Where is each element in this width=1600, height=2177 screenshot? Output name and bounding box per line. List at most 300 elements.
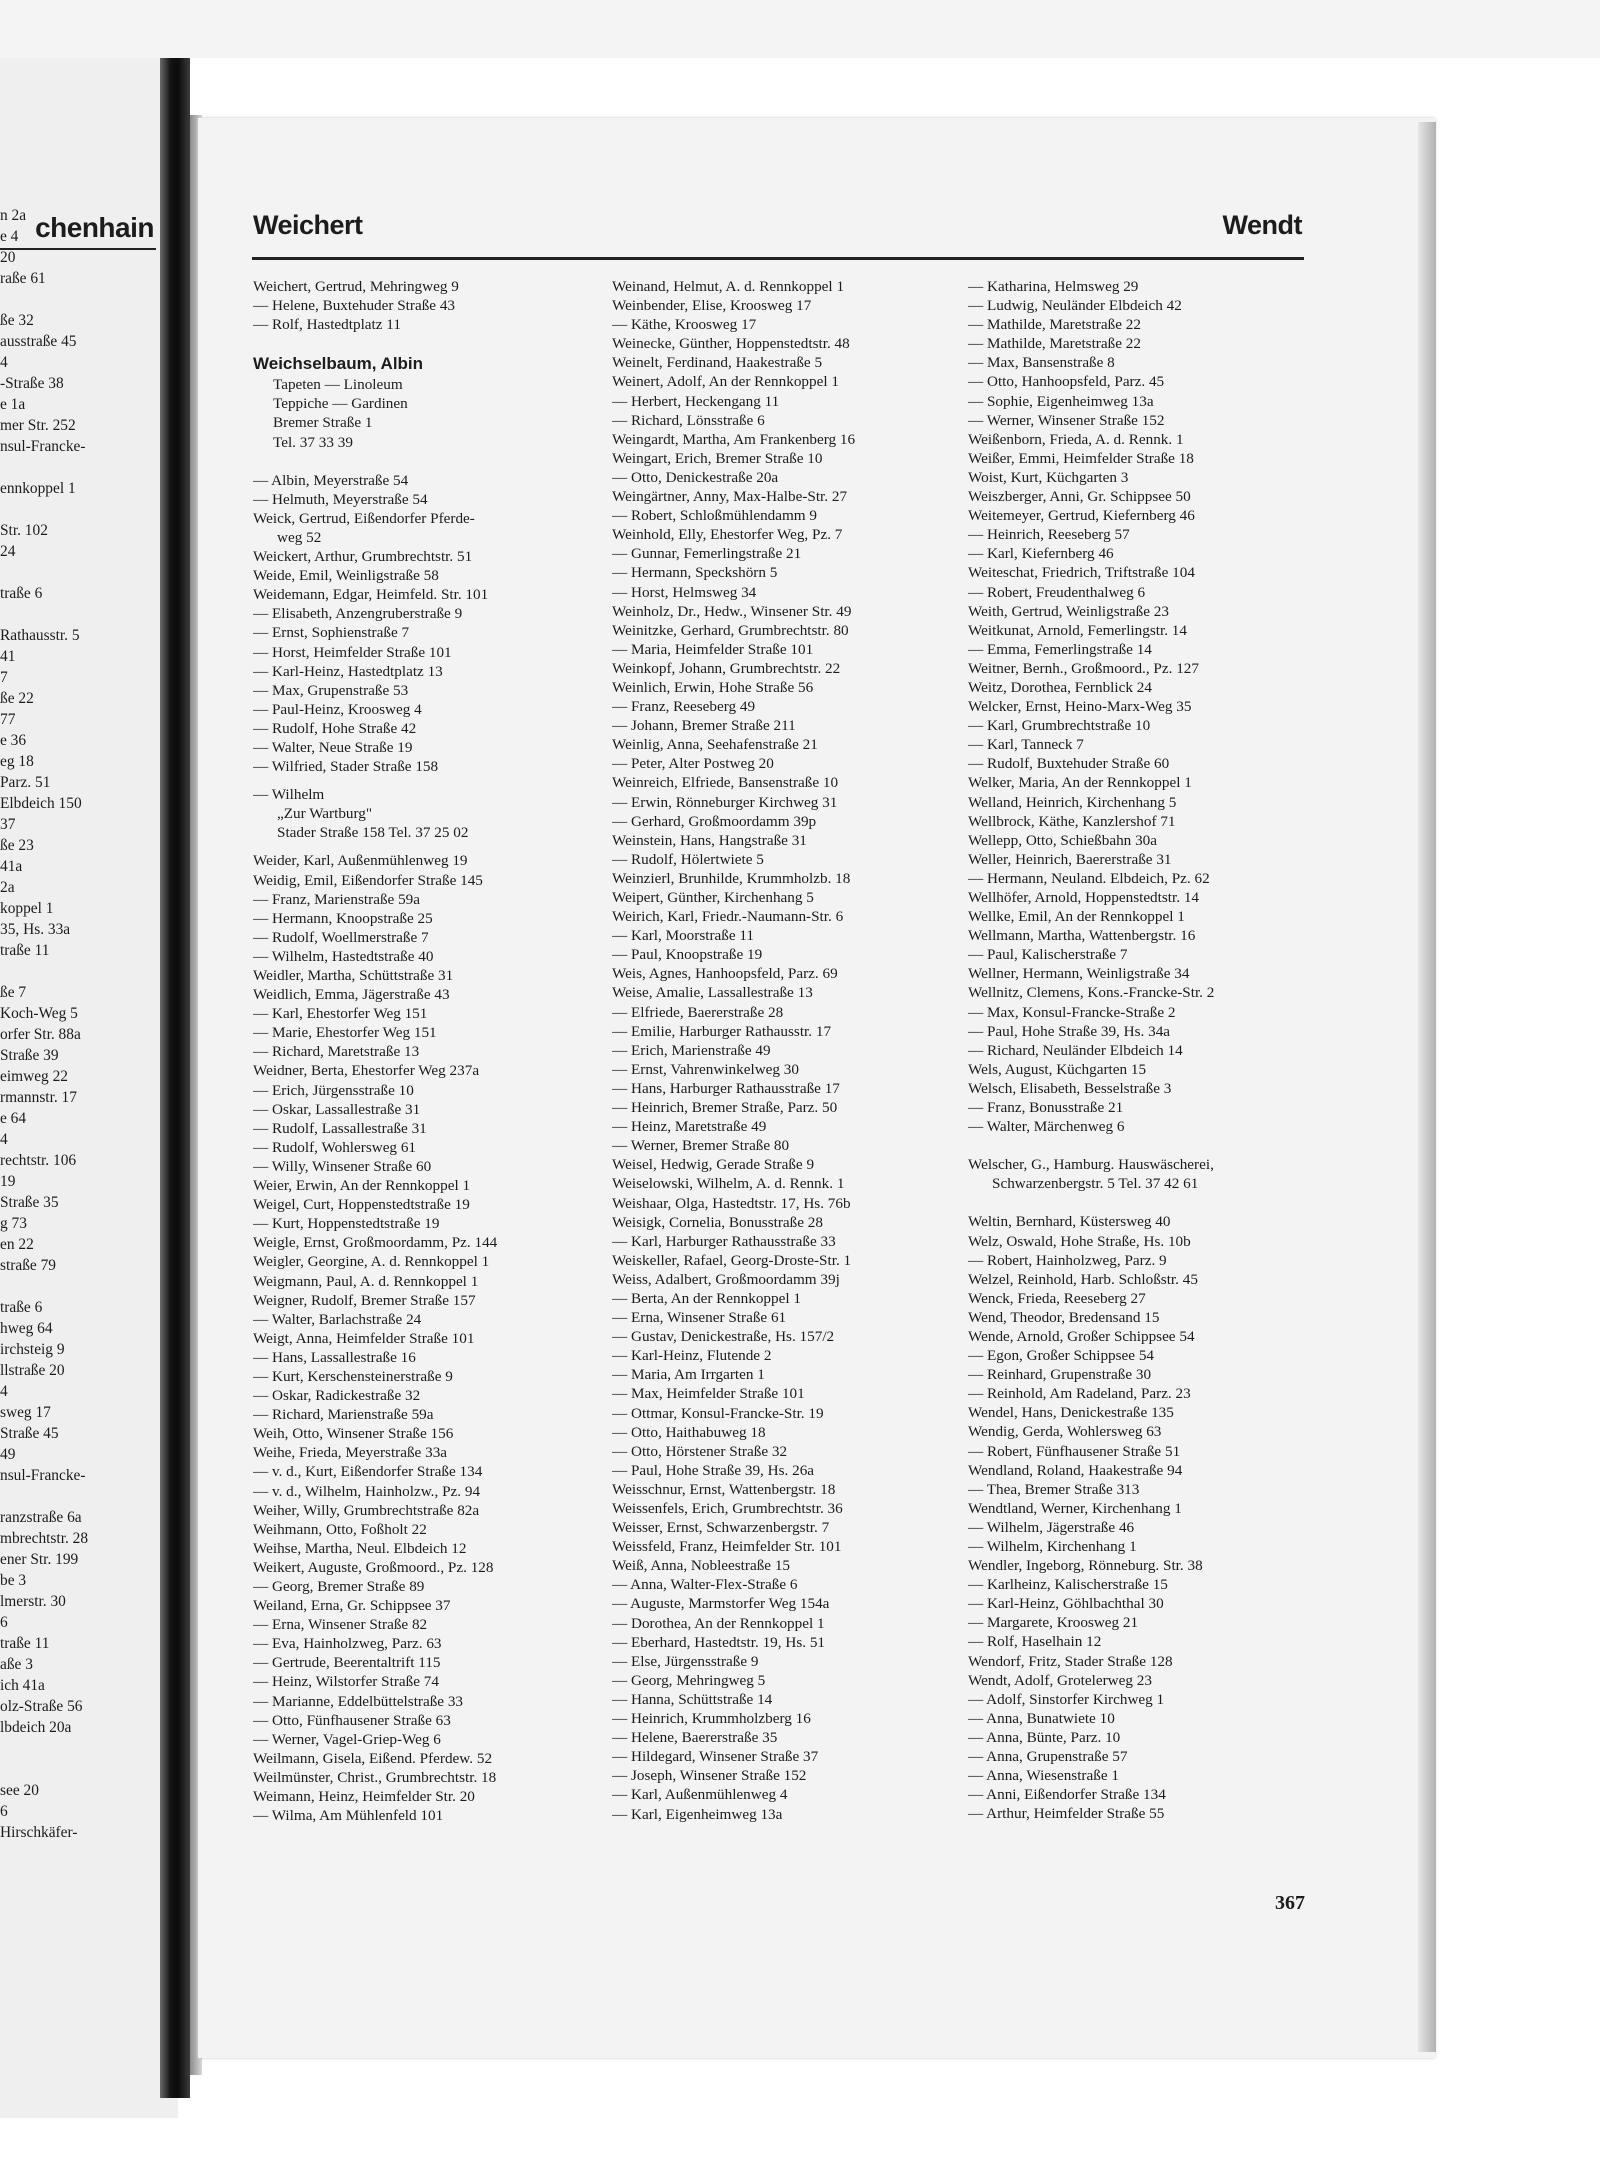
directory-entry: — Otto, Hanhoopsfeld, Parz. 45 <box>968 373 1165 391</box>
directory-entry: — Paul, Hohe Straße 39, Hs. 34a <box>968 1022 1171 1040</box>
directory-entry: — Heinz, Wilstorfer Straße 74 <box>253 1673 439 1691</box>
directory-entry: Weiskeller, Rafael, Georg-Droste-Str. 1 <box>612 1251 852 1269</box>
directory-entry: — Wilfried, Stader Straße 158 <box>253 758 439 776</box>
directory-entry: — Helene, Buxtehuder Straße 43 <box>253 297 456 315</box>
left-page-line-fragment: straße 79 <box>0 1257 56 1274</box>
left-page-line-fragment: e 64 <box>0 1110 27 1127</box>
directory-entry: — Margarete, Kroosweg 21 <box>968 1614 1139 1632</box>
directory-entry: — Otto, Fünfhausener Straße 63 <box>253 1711 451 1729</box>
directory-entry: Weinholz, Dr., Hedw., Winsener Str. 49 <box>612 602 852 620</box>
directory-entry: Weinhold, Elly, Ehestorfer Weg, Pz. 7 <box>612 526 843 544</box>
left-page-line-fragment: koppel 1 <box>0 900 54 917</box>
directory-entry: — Emilie, Harburger Rathausstr. 17 <box>612 1022 832 1040</box>
directory-entry: — Erich, Jürgensstraße 10 <box>253 1081 414 1099</box>
directory-entry: Weinbender, Elise, Kroosweg 17 <box>612 297 812 315</box>
directory-entry: — Max, Heimfelder Straße 101 <box>612 1385 805 1403</box>
directory-entry: — Else, Jürgensstraße 9 <box>612 1652 759 1670</box>
left-page-line-fragment: lmerstr. 30 <box>0 1593 66 1610</box>
left-page-line-fragment: hweg 64 <box>0 1320 53 1337</box>
left-page-line-fragment: ausstraße 45 <box>0 333 77 350</box>
directory-entry: — Karl, Ehestorfer Weg 151 <box>253 1005 428 1023</box>
directory-entry: Wend, Theodor, Bredensand 15 <box>968 1308 1160 1326</box>
directory-entry: Weisigk, Cornelia, Bonusstraße 28 <box>612 1213 823 1231</box>
directory-entry: Weigel, Curt, Hoppenstedtstraße 19 <box>253 1196 470 1214</box>
directory-entry: — Berta, An der Rennkoppel 1 <box>612 1289 801 1307</box>
directory-entry: — Rudolf, Buxtehuder Straße 60 <box>968 755 1170 773</box>
directory-entry: Weller, Heinrich, Baererstraße 31 <box>968 850 1172 868</box>
directory-entry: — Anna, Grupenstraße 57 <box>968 1748 1128 1766</box>
left-page-line-fragment: nsul-Francke- <box>0 1467 86 1484</box>
left-page-line-fragment: 37 <box>0 816 16 833</box>
directory-entry: — Reinhold, Am Radeland, Parz. 23 <box>968 1385 1191 1403</box>
left-page-line-fragment: irchsteig 9 <box>0 1341 65 1358</box>
directory-entry: Weisser, Ernst, Schwarzenbergstr. 7 <box>612 1519 830 1537</box>
left-page-line-fragment: 4 <box>0 354 8 371</box>
directory-entry: — Auguste, Marmstorfer Weg 154a <box>612 1595 830 1613</box>
right-page-edge <box>1418 122 1436 2052</box>
directory-entry: — Karl, Harburger Rathausstraße 33 <box>612 1232 836 1250</box>
left-page-line-fragment: 7 <box>0 669 8 686</box>
directory-entry: Wendler, Ingeborg, Rönneburg. Str. 38 <box>968 1557 1203 1575</box>
directory-entry: Weick, Gertrud, Eißendorfer Pferde- <box>253 509 475 527</box>
left-page-line-fragment: 77 <box>0 711 16 728</box>
directory-entry: — Karl, Moorstraße 11 <box>612 927 754 945</box>
directory-column-1 <box>253 277 583 1825</box>
directory-entry: — Wilhelm, Hastedtstraße 40 <box>253 947 434 965</box>
directory-entry: Wellnitz, Clemens, Kons.-Francke-Str. 2 <box>968 984 1215 1002</box>
directory-entry: — Robert, Hainholzweg, Parz. 9 <box>968 1251 1167 1269</box>
directory-entry: — Mathilde, Maretstraße 22 <box>968 316 1141 334</box>
directory-entry: Weihse, Martha, Neul. Elbdeich 12 <box>253 1539 467 1557</box>
directory-entry: Weidig, Emil, Eißendorfer Straße 145 <box>253 871 483 889</box>
directory-entry: Weinlig, Anna, Seehafenstraße 21 <box>612 736 818 754</box>
directory-entry: — Otto, Hörstener Straße 32 <box>612 1442 788 1460</box>
directory-entry: — Karl, Grumbrechtstraße 10 <box>968 717 1151 735</box>
directory-entry: — Peter, Alter Postweg 20 <box>612 755 774 773</box>
directory-entry: — Richard, Neuländer Elbdeich 14 <box>968 1041 1183 1059</box>
directory-entry: Weigner, Rudolf, Bremer Straße 157 <box>253 1291 476 1309</box>
left-page-line-fragment: see 20 <box>0 1782 39 1799</box>
directory-entry: — Otto, Denickestraße 20a <box>612 468 779 486</box>
directory-entry: Woist, Kurt, Küchgarten 3 <box>968 468 1129 486</box>
directory-entry: — Reinhard, Grupenstraße 30 <box>968 1366 1152 1384</box>
left-page-line-fragment: 35, Hs. 33a <box>0 921 71 938</box>
left-page-line-fragment: 49 <box>0 1446 16 1463</box>
directory-entry: — Ernst, Sophienstraße 7 <box>253 624 410 642</box>
directory-entry: Weiss, Adalbert, Großmoordamm 39j <box>612 1270 840 1288</box>
left-page-line-fragment: Parz. 51 <box>0 774 51 791</box>
directory-entry: Weidner, Berta, Ehestorfer Weg 237a <box>253 1062 480 1080</box>
page-number: 367 <box>1275 1892 1305 1914</box>
directory-entry: Weise, Amalie, Lassallestraße 13 <box>612 984 813 1002</box>
directory-entry: — Richard, Lönsstraße 6 <box>612 411 765 429</box>
directory-entry: — Max, Grupenstraße 53 <box>253 681 409 699</box>
directory-entry: — Karl, Eigenheimweg 13a <box>612 1805 783 1823</box>
directory-entry: Weißenborn, Frieda, A. d. Rennk. 1 <box>968 430 1184 448</box>
directory-entry: — Karl, Außenmühlenweg 4 <box>612 1786 788 1804</box>
left-page-line-fragment: sweg 17 <box>0 1404 51 1421</box>
left-page-line-fragment: Koch-Weg 5 <box>0 1005 78 1022</box>
left-page-line-fragment: eimweg 22 <box>0 1068 68 1085</box>
directory-entry: — Anna, Wiesenstraße 1 <box>968 1767 1119 1785</box>
directory-entry: — Erwin, Rönneburger Kirchweg 31 <box>612 793 838 811</box>
directory-entry: Weigler, Georgine, A. d. Rennkoppel 1 <box>253 1253 490 1271</box>
directory-entry: — Anna, Bünte, Parz. 10 <box>968 1728 1121 1746</box>
directory-entry: — Helene, Baererstraße 35 <box>612 1729 778 1747</box>
directory-entry: — Hildegard, Winsener Straße 37 <box>612 1748 819 1766</box>
left-page-line-fragment: Straße 35 <box>0 1194 59 1211</box>
directory-entry: Stader Straße 158 Tel. 37 25 02 <box>277 824 469 842</box>
directory-entry: — Sophie, Eigenheimweg 13a <box>968 392 1154 410</box>
directory-entry: — Walter, Barlachstraße 24 <box>253 1310 422 1328</box>
left-page-line-fragment: mer Str. 252 <box>0 417 76 434</box>
directory-entry: — Werner, Vagel-Griep-Weg 6 <box>253 1730 441 1748</box>
left-page-line-fragment: 2a <box>0 879 15 896</box>
directory-entry: — Karl, Tanneck 7 <box>968 736 1084 754</box>
left-page-line-fragment: 41 <box>0 648 16 665</box>
directory-entry: — Karl-Heinz, Hastedtplatz 13 <box>253 662 443 680</box>
directory-entry: Welker, Maria, An der Rennkoppel 1 <box>968 774 1192 792</box>
directory-entry: Weiteschat, Friedrich, Triftstraße 104 <box>968 564 1195 582</box>
directory-entry: Weinand, Helmut, A. d. Rennkoppel 1 <box>612 278 845 295</box>
directory-entry: Weis, Agnes, Hanhoopsfeld, Parz. 69 <box>612 965 838 983</box>
directory-entry: Weide, Emil, Weinligstraße 58 <box>253 567 439 585</box>
left-page-line-fragment: Straße 39 <box>0 1047 59 1064</box>
left-page-line-fragment <box>0 1738 160 1759</box>
directory-entry: — Ludwig, Neuländer Elbdeich 42 <box>968 297 1182 315</box>
directory-entry: — Robert, Schloßmühlendamm 9 <box>612 507 818 525</box>
left-page-line-fragment: ennkoppel 1 <box>0 480 76 497</box>
left-page-line-fragment <box>0 499 160 520</box>
directory-entry: Weickert, Arthur, Grumbrechtstr. 51 <box>253 548 473 566</box>
left-page-header: chenhain <box>0 212 156 250</box>
directory-entry: — Eberhard, Hastedtstr. 19, Hs. 51 <box>612 1633 826 1651</box>
directory-entry: Weigle, Ernst, Großmoordamm, Pz. 144 <box>253 1234 498 1252</box>
directory-entry: Welcker, Ernst, Heino-Marx-Weg 35 <box>968 698 1192 716</box>
directory-entry: — Richard, Maretstraße 13 <box>253 1043 420 1061</box>
directory-entry: Weidemann, Edgar, Heimfeld. Str. 101 <box>253 586 489 604</box>
left-page-line-fragment: aße 3 <box>0 1656 33 1673</box>
directory-entry: Weingardt, Martha, Am Frankenberg 16 <box>612 430 856 448</box>
left-page-line-fragment: 41a <box>0 858 23 875</box>
directory-entry: Weihe, Frieda, Meyerstraße 33a <box>253 1444 448 1462</box>
directory-entry: Welz, Oswald, Hohe Straße, Hs. 10b <box>968 1232 1191 1250</box>
advertiser-name: Weichselbaum, Albin <box>253 354 424 374</box>
left-page-line-fragment <box>0 1276 160 1297</box>
directory-entry: — Anna, Walter-Flex-Straße 6 <box>612 1576 798 1594</box>
directory-entry: — Marianne, Eddelbüttelstraße 33 <box>253 1692 464 1710</box>
left-page-line-fragment: e 1a <box>0 396 26 413</box>
directory-entry: — Paul, Hohe Straße 39, Hs. 26a <box>612 1461 815 1479</box>
left-page-line-fragment: n 2a <box>0 207 27 224</box>
directory-entry: — Helmuth, Meyerstraße 54 <box>253 490 428 508</box>
left-page-line-fragment: 6 <box>0 1803 8 1820</box>
directory-entry: — Rudolf, Woellmerstraße 7 <box>253 928 429 946</box>
directory-entry: Wendt, Adolf, Grotelerweg 23 <box>968 1671 1152 1689</box>
directory-entry: Welzel, Reinhold, Harb. Schloßstr. 45 <box>968 1270 1198 1288</box>
left-page-line-fragment: 6 <box>0 1614 8 1631</box>
directory-entry: Weingart, Erich, Bremer Straße 10 <box>612 449 823 467</box>
left-page-line-fragment: Elbdeich 150 <box>0 795 82 812</box>
directory-entry: — Gunnar, Femerlingstraße 21 <box>612 545 802 563</box>
directory-entry: — Karl, Kiefernberg 46 <box>968 545 1114 563</box>
left-page-text-fragments <box>0 205 160 1843</box>
directory-entry: Weimann, Heinz, Heimfelder Str. 20 <box>253 1788 475 1806</box>
directory-entry: — Thea, Bremer Straße 313 <box>968 1480 1140 1498</box>
spacer <box>253 452 583 471</box>
directory-entry: — Gerhard, Großmoordamm 39p <box>612 812 817 830</box>
left-page-line-fragment: en 22 <box>0 1236 34 1253</box>
directory-entry: — Maria, Am Irrgarten 1 <box>612 1366 765 1384</box>
left-page-line-fragment: traße 6 <box>0 585 43 602</box>
left-page-line-fragment <box>0 562 160 583</box>
directory-entry: Weinelt, Ferdinand, Haakestraße 5 <box>612 354 823 372</box>
left-page-line-fragment: traße 6 <box>0 1299 43 1316</box>
directory-entry: Welsch, Elisabeth, Besselstraße 3 <box>968 1079 1172 1097</box>
left-page-line-fragment: ranzstraße 6a <box>0 1509 82 1526</box>
directory-entry: Weidler, Martha, Schüttstraße 31 <box>253 967 454 984</box>
directory-entry: — Heinrich, Krummholzberg 16 <box>612 1710 811 1728</box>
left-page-line-fragment <box>0 1486 160 1507</box>
directory-entry: — Rudolf, Lassallestraße 31 <box>253 1119 427 1137</box>
directory-entry: — Erich, Marienstraße 49 <box>612 1041 771 1059</box>
directory-entry: Wendorf, Fritz, Stader Straße 128 <box>968 1652 1173 1670</box>
directory-entry: — Richard, Marienstraße 59a <box>253 1406 434 1424</box>
directory-entry: Weigmann, Paul, A. d. Rennkoppel 1 <box>253 1272 479 1290</box>
directory-entry: Wenck, Frieda, Reeseberg 27 <box>968 1289 1146 1307</box>
directory-entry: Weitz, Dorothea, Fernblick 24 <box>968 678 1152 696</box>
running-header-first-entry: Weichert <box>253 210 363 240</box>
directory-entry: — Hermann, Speckshörn 5 <box>612 564 778 582</box>
directory-entry: — Heinz, Maretstraße 49 <box>612 1118 767 1136</box>
directory-entry: Bremer Straße 1 <box>273 414 373 432</box>
directory-entry: — Johann, Bremer Straße 211 <box>612 717 796 735</box>
left-page-line-fragment: 24 <box>0 543 16 560</box>
directory-entry: — Käthe, Kroosweg 17 <box>612 316 757 334</box>
directory-entry: — Hans, Harburger Rathausstraße 17 <box>612 1079 840 1097</box>
left-page-line-fragment: -Straße 38 <box>0 375 64 392</box>
directory-entry: — Maria, Heimfelder Straße 101 <box>612 640 814 658</box>
directory-entry: — Horst, Heimfelder Straße 101 <box>253 643 452 661</box>
left-page-line-fragment: Rathausstr. 5 <box>0 627 80 644</box>
directory-entry: — Heinrich, Reeseberg 57 <box>968 526 1130 544</box>
directory-entry: Wellepp, Otto, Schießbahn 30a <box>968 831 1157 849</box>
directory-entry: — Joseph, Winsener Straße 152 <box>612 1767 807 1785</box>
directory-entry: Wendel, Hans, Denickestraße 135 <box>968 1404 1174 1422</box>
directory-entry: — Hermann, Knoopstraße 25 <box>253 909 433 927</box>
left-page-line-fragment: Straße 45 <box>0 1425 59 1442</box>
left-page-line-fragment: ße 7 <box>0 984 27 1001</box>
scan-background <box>0 0 1600 58</box>
left-page-line-fragment: ich 41a <box>0 1677 45 1694</box>
directory-entry: Weinecke, Günther, Hoppenstedtstr. 48 <box>612 335 850 353</box>
book-spine <box>160 58 190 2098</box>
directory-entry: — Wilhelm <box>253 786 325 804</box>
directory-entry: Wendtland, Werner, Kirchenhang 1 <box>968 1499 1182 1517</box>
left-page-line-fragment <box>0 457 160 478</box>
left-page-line-fragment: 4 <box>0 1383 8 1400</box>
directory-entry: Schwarzenbergstr. 5 Tel. 37 42 61 <box>992 1175 1199 1193</box>
directory-entry: — Paul, Knoopstraße 19 <box>612 946 763 964</box>
directory-entry: Weinert, Adolf, An der Rennkoppel 1 <box>612 373 839 391</box>
directory-entry: Weider, Karl, Außenmühlenweg 19 <box>253 852 468 870</box>
directory-entry: — Paul-Heinz, Kroosweg 4 <box>253 700 422 718</box>
running-header-last-entry: Wendt <box>1222 210 1302 240</box>
left-page-line-fragment: Hirschkäfer- <box>0 1824 78 1841</box>
directory-entry: — Albin, Meyerstraße 54 <box>253 471 409 489</box>
header-rule <box>252 257 1304 260</box>
directory-entry: — Elisabeth, Anzengruberstraße 9 <box>253 605 463 623</box>
directory-entry: — Rolf, Hastedtplatz 11 <box>253 316 401 334</box>
directory-entry: Weidlich, Emma, Jägerstraße 43 <box>253 986 450 1004</box>
directory-entry: Weier, Erwin, An der Rennkoppel 1 <box>253 1177 471 1195</box>
left-page-line-fragment <box>0 289 160 310</box>
directory-entry: — Hermann, Neuland. Elbdeich, Pz. 62 <box>968 869 1210 887</box>
directory-entry: Weiß, Anna, Nobleestraße 15 <box>612 1557 791 1575</box>
directory-entry: — Robert, Fünfhausener Straße 51 <box>968 1442 1181 1460</box>
left-page-line-fragment: ener Str. 199 <box>0 1551 79 1568</box>
left-page-line-fragment: e 4 <box>0 228 19 245</box>
directory-entry: Wendland, Roland, Haakestraße 94 <box>968 1461 1183 1479</box>
left-page-line-fragment: ße 23 <box>0 837 34 854</box>
directory-entry: Weinkopf, Johann, Grumbrechtstr. 22 <box>612 659 841 677</box>
directory-entry: Weitner, Bernh., Großmoord., Pz. 127 <box>968 659 1199 677</box>
left-page-line-fragment: olz-Straße 56 <box>0 1698 83 1715</box>
directory-entry: — Hans, Lassallestraße 16 <box>253 1348 416 1366</box>
left-page-line-fragment: rechtstr. 106 <box>0 1152 77 1169</box>
directory-entry: Tapeten — Linoleum <box>273 376 403 394</box>
directory-entry: — Ottmar, Konsul-Francke-Str. 19 <box>612 1404 824 1422</box>
directory-entry: — Walter, Neue Straße 19 <box>253 738 413 756</box>
directory-entry: Weigt, Anna, Heimfelder Straße 101 <box>253 1329 475 1347</box>
directory-entry: — Erna, Winsener Straße 61 <box>612 1309 787 1327</box>
directory-entry: Welland, Heinrich, Kirchenhang 5 <box>968 793 1177 811</box>
directory-entry: Weith, Gertrud, Weinligstraße 23 <box>968 602 1169 620</box>
directory-entry: — Kurt, Hoppenstedtstraße 19 <box>253 1215 440 1233</box>
spacer <box>253 776 583 785</box>
directory-entry: — Paul, Kalischerstraße 7 <box>968 946 1128 964</box>
directory-entry: — Elfriede, Baererstraße 28 <box>612 1003 784 1021</box>
directory-entry: Weih, Otto, Winsener Straße 156 <box>253 1425 454 1443</box>
left-page-line-fragment: nsul-Francke- <box>0 438 86 455</box>
directory-entry: Welscher, G., Hamburg. Hauswäscherei, <box>968 1156 1214 1174</box>
directory-entry: Weitkunat, Arnold, Femerlingstr. 14 <box>968 621 1187 639</box>
directory-entry: weg 52 <box>277 528 322 546</box>
left-page-line-fragment: eg 18 <box>0 753 34 770</box>
directory-entry: Weinitzke, Gerhard, Grumbrechtstr. 80 <box>612 621 849 639</box>
spacer <box>253 334 583 353</box>
directory-entry: — Egon, Großer Schippsee 54 <box>968 1347 1155 1365</box>
directory-entry: — Kurt, Kerschensteinerstraße 9 <box>253 1367 453 1385</box>
left-page-line-fragment <box>0 1759 160 1780</box>
directory-entry: Wellbrock, Käthe, Kanzlershof 71 <box>968 812 1176 830</box>
directory-entry: Weihmann, Otto, Foßholt 22 <box>253 1520 427 1538</box>
directory-entry: Weiher, Willy, Grumbrechtstraße 82a <box>253 1501 480 1519</box>
directory-entry: Weikert, Auguste, Großmoord., Pz. 128 <box>253 1558 494 1576</box>
left-page-line-fragment: ße 22 <box>0 690 34 707</box>
directory-entry: — Oskar, Radickestraße 32 <box>253 1387 421 1405</box>
directory-entry: — Franz, Marienstraße 59a <box>253 890 421 908</box>
directory-entry: — Katharina, Helmsweg 29 <box>968 278 1139 295</box>
directory-entry: Weinlich, Erwin, Hohe Straße 56 <box>612 678 814 696</box>
directory-entry: — Rudolf, Hohe Straße 42 <box>253 719 417 737</box>
directory-entry: — Georg, Mehringweg 5 <box>612 1671 766 1689</box>
directory-entry: Weishaar, Olga, Hastedtstr. 17, Hs. 76b <box>612 1194 851 1212</box>
directory-entry: Wende, Arnold, Großer Schippsee 54 <box>968 1327 1195 1345</box>
directory-entry: Wels, August, Küchgarten 15 <box>968 1060 1147 1078</box>
directory-entry: — Hanna, Schüttstraße 14 <box>612 1690 773 1708</box>
directory-entry: — Wilhelm, Jägerstraße 46 <box>968 1518 1135 1536</box>
left-page-line-fragment: traße 11 <box>0 942 50 959</box>
spacer <box>253 842 583 851</box>
directory-entry: — Ernst, Vahrenwinkelweg 30 <box>612 1060 799 1078</box>
directory-entry: Weiselowski, Wilhelm, A. d. Rennk. 1 <box>612 1175 845 1193</box>
directory-entry: — Dorothea, An der Rennkoppel 1 <box>612 1614 825 1632</box>
left-page-line-fragment: ße 32 <box>0 312 34 329</box>
directory-entry: Weiszberger, Anni, Gr. Schippsee 50 <box>968 488 1191 506</box>
directory-entry: Weissenfels, Erich, Grumbrechtstr. 36 <box>612 1500 843 1517</box>
directory-entry: Weisel, Hedwig, Gerade Straße 9 <box>612 1156 815 1174</box>
directory-entry: — Willy, Winsener Straße 60 <box>253 1157 432 1175</box>
left-page-line-fragment: g 73 <box>0 1215 27 1232</box>
left-page-line-fragment: 20 <box>0 249 16 266</box>
directory-entry: Weinstein, Hans, Hangstraße 31 <box>612 831 807 849</box>
directory-entry: — Emma, Femerlingstraße 14 <box>968 640 1152 658</box>
directory-column-3 <box>968 277 1308 1823</box>
directory-entry: Wellmann, Martha, Wattenbergstr. 16 <box>968 927 1196 945</box>
spacer <box>968 1193 1308 1212</box>
directory-column-2 <box>612 277 947 1824</box>
directory-entry: — Karlheinz, Kalischerstraße 15 <box>968 1576 1168 1594</box>
directory-entry: — Werner, Bremer Straße 80 <box>612 1137 790 1155</box>
directory-entry: — Franz, Bonusstraße 21 <box>968 1099 1124 1117</box>
left-page-line-fragment: 19 <box>0 1173 16 1190</box>
directory-entry: — Horst, Helmsweg 34 <box>612 583 757 601</box>
directory-entry: Wendig, Gerda, Wohlersweg 63 <box>968 1423 1162 1441</box>
directory-entry: — Erna, Winsener Straße 82 <box>253 1616 428 1634</box>
directory-entry: Weissfeld, Franz, Heimfelder Str. 101 <box>612 1538 842 1556</box>
directory-entry: — Rolf, Haselhain 12 <box>968 1633 1102 1651</box>
directory-entry: — Gustav, Denickestraße, Hs. 157/2 <box>612 1328 835 1346</box>
directory-entry: Weitemeyer, Gertrud, Kiefernberg 46 <box>968 507 1195 525</box>
directory-entry: Weinreich, Elfriede, Bansenstraße 10 <box>612 774 839 792</box>
directory-entry: — Heinrich, Bremer Straße, Parz. 50 <box>612 1099 838 1117</box>
directory-entry: — Otto, Haithabuweg 18 <box>612 1423 766 1441</box>
directory-entry: Weilmann, Gisela, Eißend. Pferdew. 52 <box>253 1749 493 1767</box>
directory-entry: Weiland, Erna, Gr. Schippsee 37 <box>253 1597 451 1615</box>
directory-entry: — Max, Konsul-Francke-Straße 2 <box>968 1003 1176 1021</box>
spacer <box>968 1136 1308 1155</box>
directory-entry: — Marie, Ehestorfer Weg 151 <box>253 1024 437 1042</box>
directory-entry: Wellner, Hermann, Weinligstraße 34 <box>968 965 1190 983</box>
directory-entry: — Rudolf, Wohlersweg 61 <box>253 1138 417 1156</box>
directory-entry: Tel. 37 33 39 <box>273 433 353 451</box>
directory-entry: — Rudolf, Hölertwiete 5 <box>612 850 764 868</box>
directory-entry: — Mathilde, Maretstraße 22 <box>968 335 1141 353</box>
left-page-line-fragment <box>0 604 160 625</box>
directory-entry: — Karl-Heinz, Göhlbachthal 30 <box>968 1595 1164 1613</box>
directory-entry: Weltin, Bernhard, Küstersweg 40 <box>968 1213 1171 1231</box>
left-page-line-fragment: traße 11 <box>0 1635 50 1652</box>
directory-entry: — Adolf, Sinstorfer Kirchweg 1 <box>968 1690 1165 1708</box>
directory-entry: — Karl-Heinz, Flutende 2 <box>612 1347 772 1365</box>
directory-entry: — Anna, Bunatwiete 10 <box>968 1709 1115 1727</box>
directory-entry: — Oskar, Lassallestraße 31 <box>253 1100 421 1118</box>
directory-entry: Weisschnur, Ernst, Wattenbergstr. 18 <box>612 1480 836 1498</box>
directory-entry: Weingärtner, Anny, Max-Halbe-Str. 27 <box>612 488 848 506</box>
directory-entry: Weichert, Gertrud, Mehringweg 9 <box>253 278 459 295</box>
left-page-line-fragment: raße 61 <box>0 270 46 287</box>
